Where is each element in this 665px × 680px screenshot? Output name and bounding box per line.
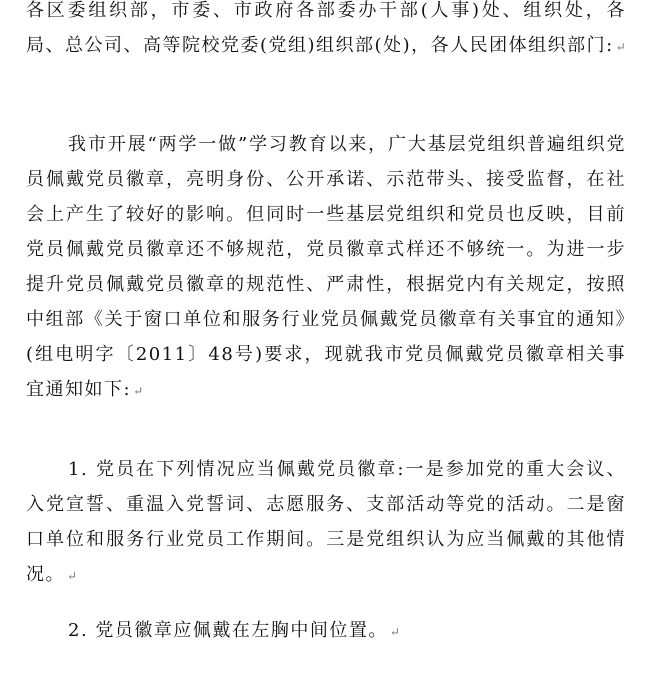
paragraph-text: 我市开展“两学一做”学习教育以来，广大基层党组织普遍组织党员佩戴党员徽章，亮明身份、公开承诺、示范带头、接受监督，在社会上产生了较好的影响。但同时一些基层党组织和党员也反映，目前党员佩戴党员徽章还不够规范，党员徽章式样还不够统一。为进一步提升党员佩戴党员徽章的规范性、严肃性，根据党内有关规定，按照中组部《关于窗口单位和服务行业党员佩戴党员徽章有关事宜的通知》(组电明字〔2011〕48号)要求，现就我市党员佩戴党员徽章相关事宜通知如下:: [26, 134, 626, 400]
paragraph-text: 2. 党员徽章应佩戴在左胸中间位置。: [68, 620, 388, 641]
paragraph-recipients: [26, 0, 626, 65]
paragraph-mark-icon: ↵: [389, 625, 400, 639]
paragraph-text: 各区委组织部，市委、市政府各部委办干部(人事)处、组织处，各局、总公司、高等院校党委(党组)组织部(处)，各人民团体组织部门:: [26, 0, 626, 56]
paragraph-mark-icon: ↵: [615, 40, 626, 54]
paragraph-mark-icon: ↵: [133, 384, 144, 398]
paragraph-mark-icon: ↵: [67, 569, 78, 583]
paragraph-item-1: [26, 452, 626, 594]
paragraph-background: [26, 127, 626, 409]
paragraph-text: 1. 党员在下列情况应当佩戴党员徽章:一是参加党的重大会议、入党宣誓、重温入党誓词、志愿服务、支部活动等党的活动。二是窗口单位和服务行业党员工作期间。三是党组织认为应当佩戴的其他情况。: [26, 459, 626, 585]
paragraph-item-2: [26, 613, 626, 650]
